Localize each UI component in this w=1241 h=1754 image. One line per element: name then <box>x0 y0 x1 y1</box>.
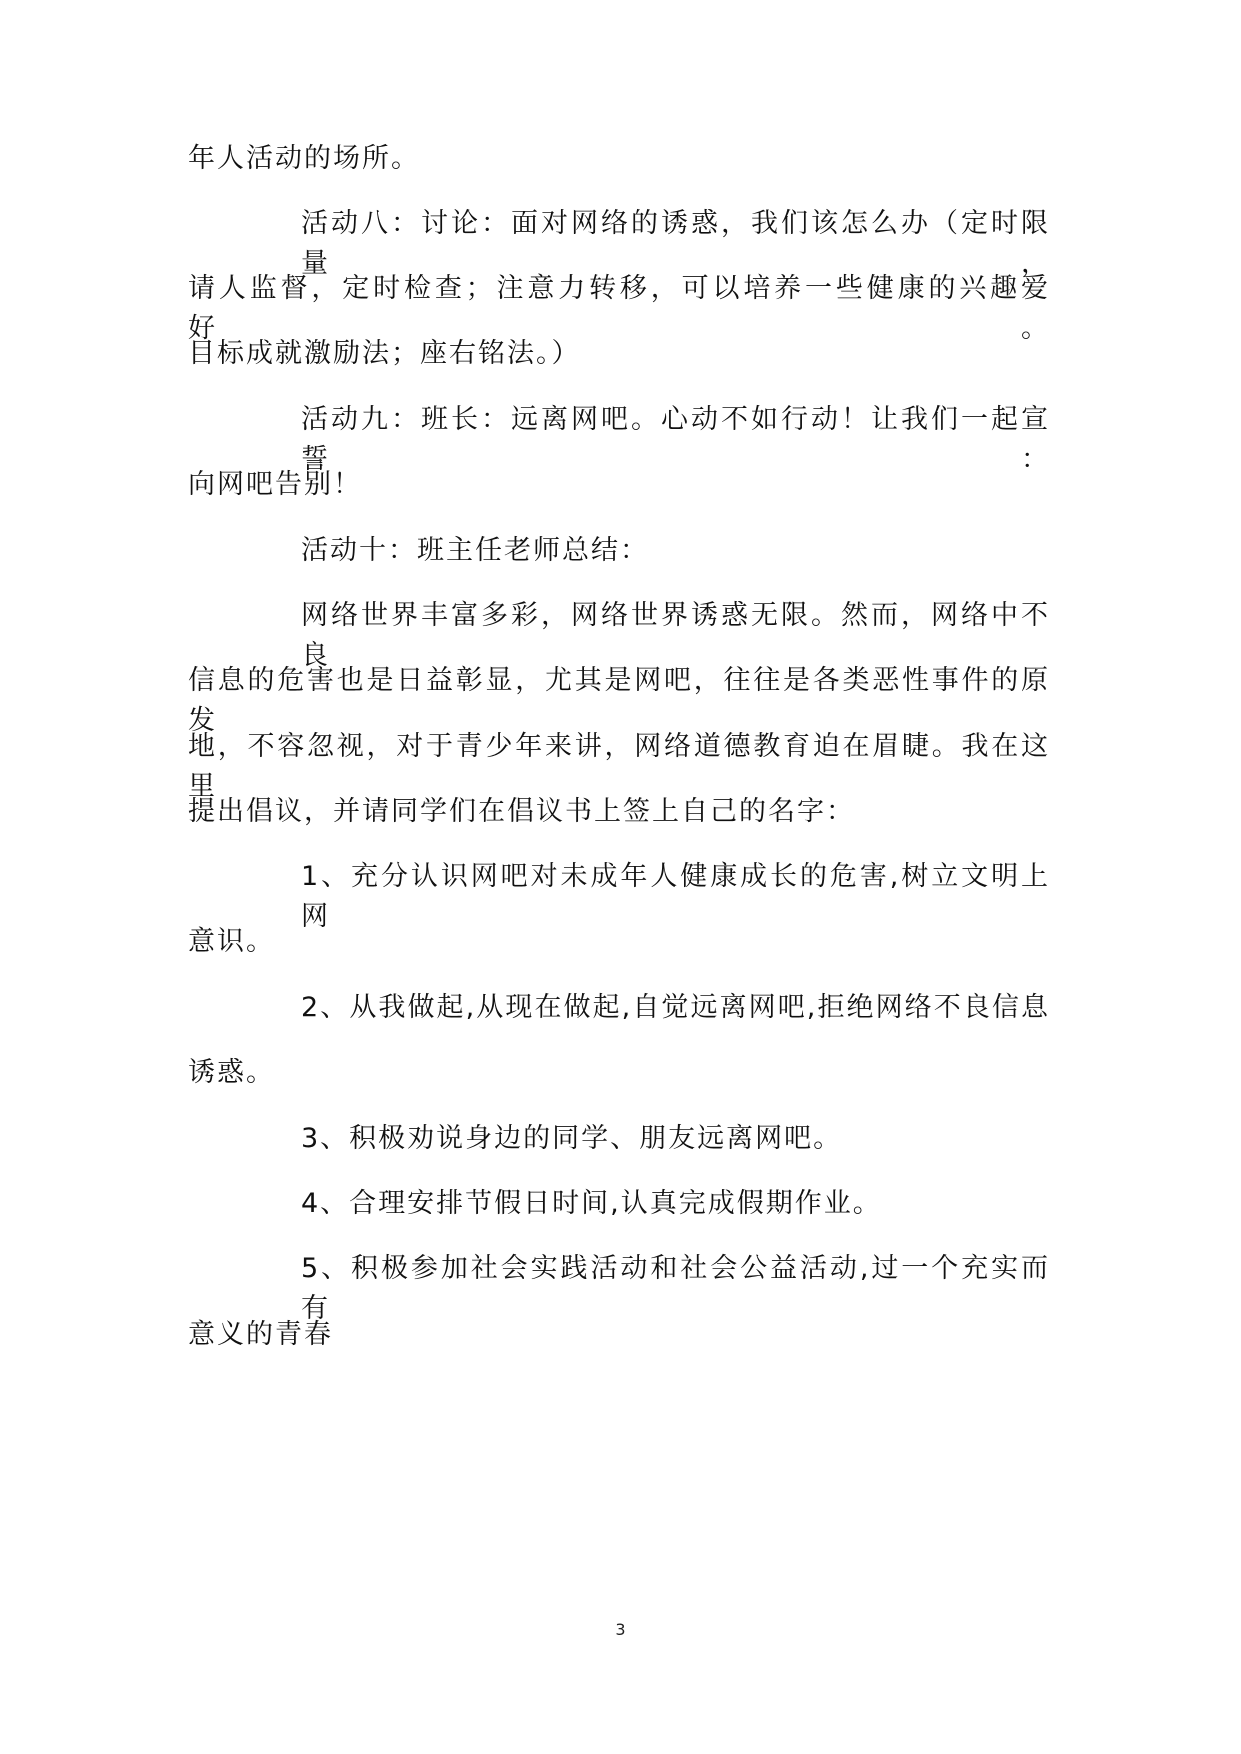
page-number: 3 <box>615 1620 626 1639</box>
text-line-3: 请人监督，定时检查；注意力转移，可以培养一些健康的兴趣爱好。 <box>188 273 1050 344</box>
text-line-17: 4、合理安排节假日时间,认真完成假期作业。 <box>301 1188 882 1219</box>
text-line-14: 2、从我做起,从现在做起,自觉远离网吧,拒绝网络不良信息 <box>301 992 1050 1023</box>
text-line-8: 网络世界丰富多彩，网络世界诱惑无限。然而，网络中不良 <box>301 600 1050 671</box>
text-line-19: 意义的青春 <box>188 1319 333 1350</box>
text-line-6: 向网吧告别！ <box>188 469 362 500</box>
text-line-10: 地，不容忽视，对于青少年来讲，网络道德教育迫在眉睫。我在这里 <box>188 731 1050 802</box>
text-line-7: 活动十：班主任老师总结： <box>301 535 649 566</box>
text-line-15: 诱惑。 <box>188 1057 275 1088</box>
text-line-13: 意识。 <box>188 926 275 957</box>
text-line-1: 年人活动的场所。 <box>188 143 420 174</box>
text-line-2: 活动八：讨论：面对网络的诱惑，我们该怎么办（定时限量， <box>301 208 1050 279</box>
text-line-5: 活动九：班长：远离网吧。心动不如行动！让我们一起宣誓： <box>301 404 1050 475</box>
text-line-18: 5、积极参加社会实践活动和社会公益活动,过一个充实而有 <box>301 1253 1050 1324</box>
text-line-9: 信息的危害也是日益彰显，尤其是网吧，往往是各类恶性事件的原发 <box>188 665 1050 736</box>
text-line-12: 1、充分认识网吧对未成年人健康成长的危害,树立文明上网 <box>301 861 1050 932</box>
text-line-4: 目标成就激励法；座右铭法。） <box>188 338 581 369</box>
text-line-16: 3、积极劝说身边的同学、朋友远离网吧。 <box>301 1123 843 1154</box>
text-line-11: 提出倡议，并请同学们在倡议书上签上自己的名字： <box>188 796 855 827</box>
